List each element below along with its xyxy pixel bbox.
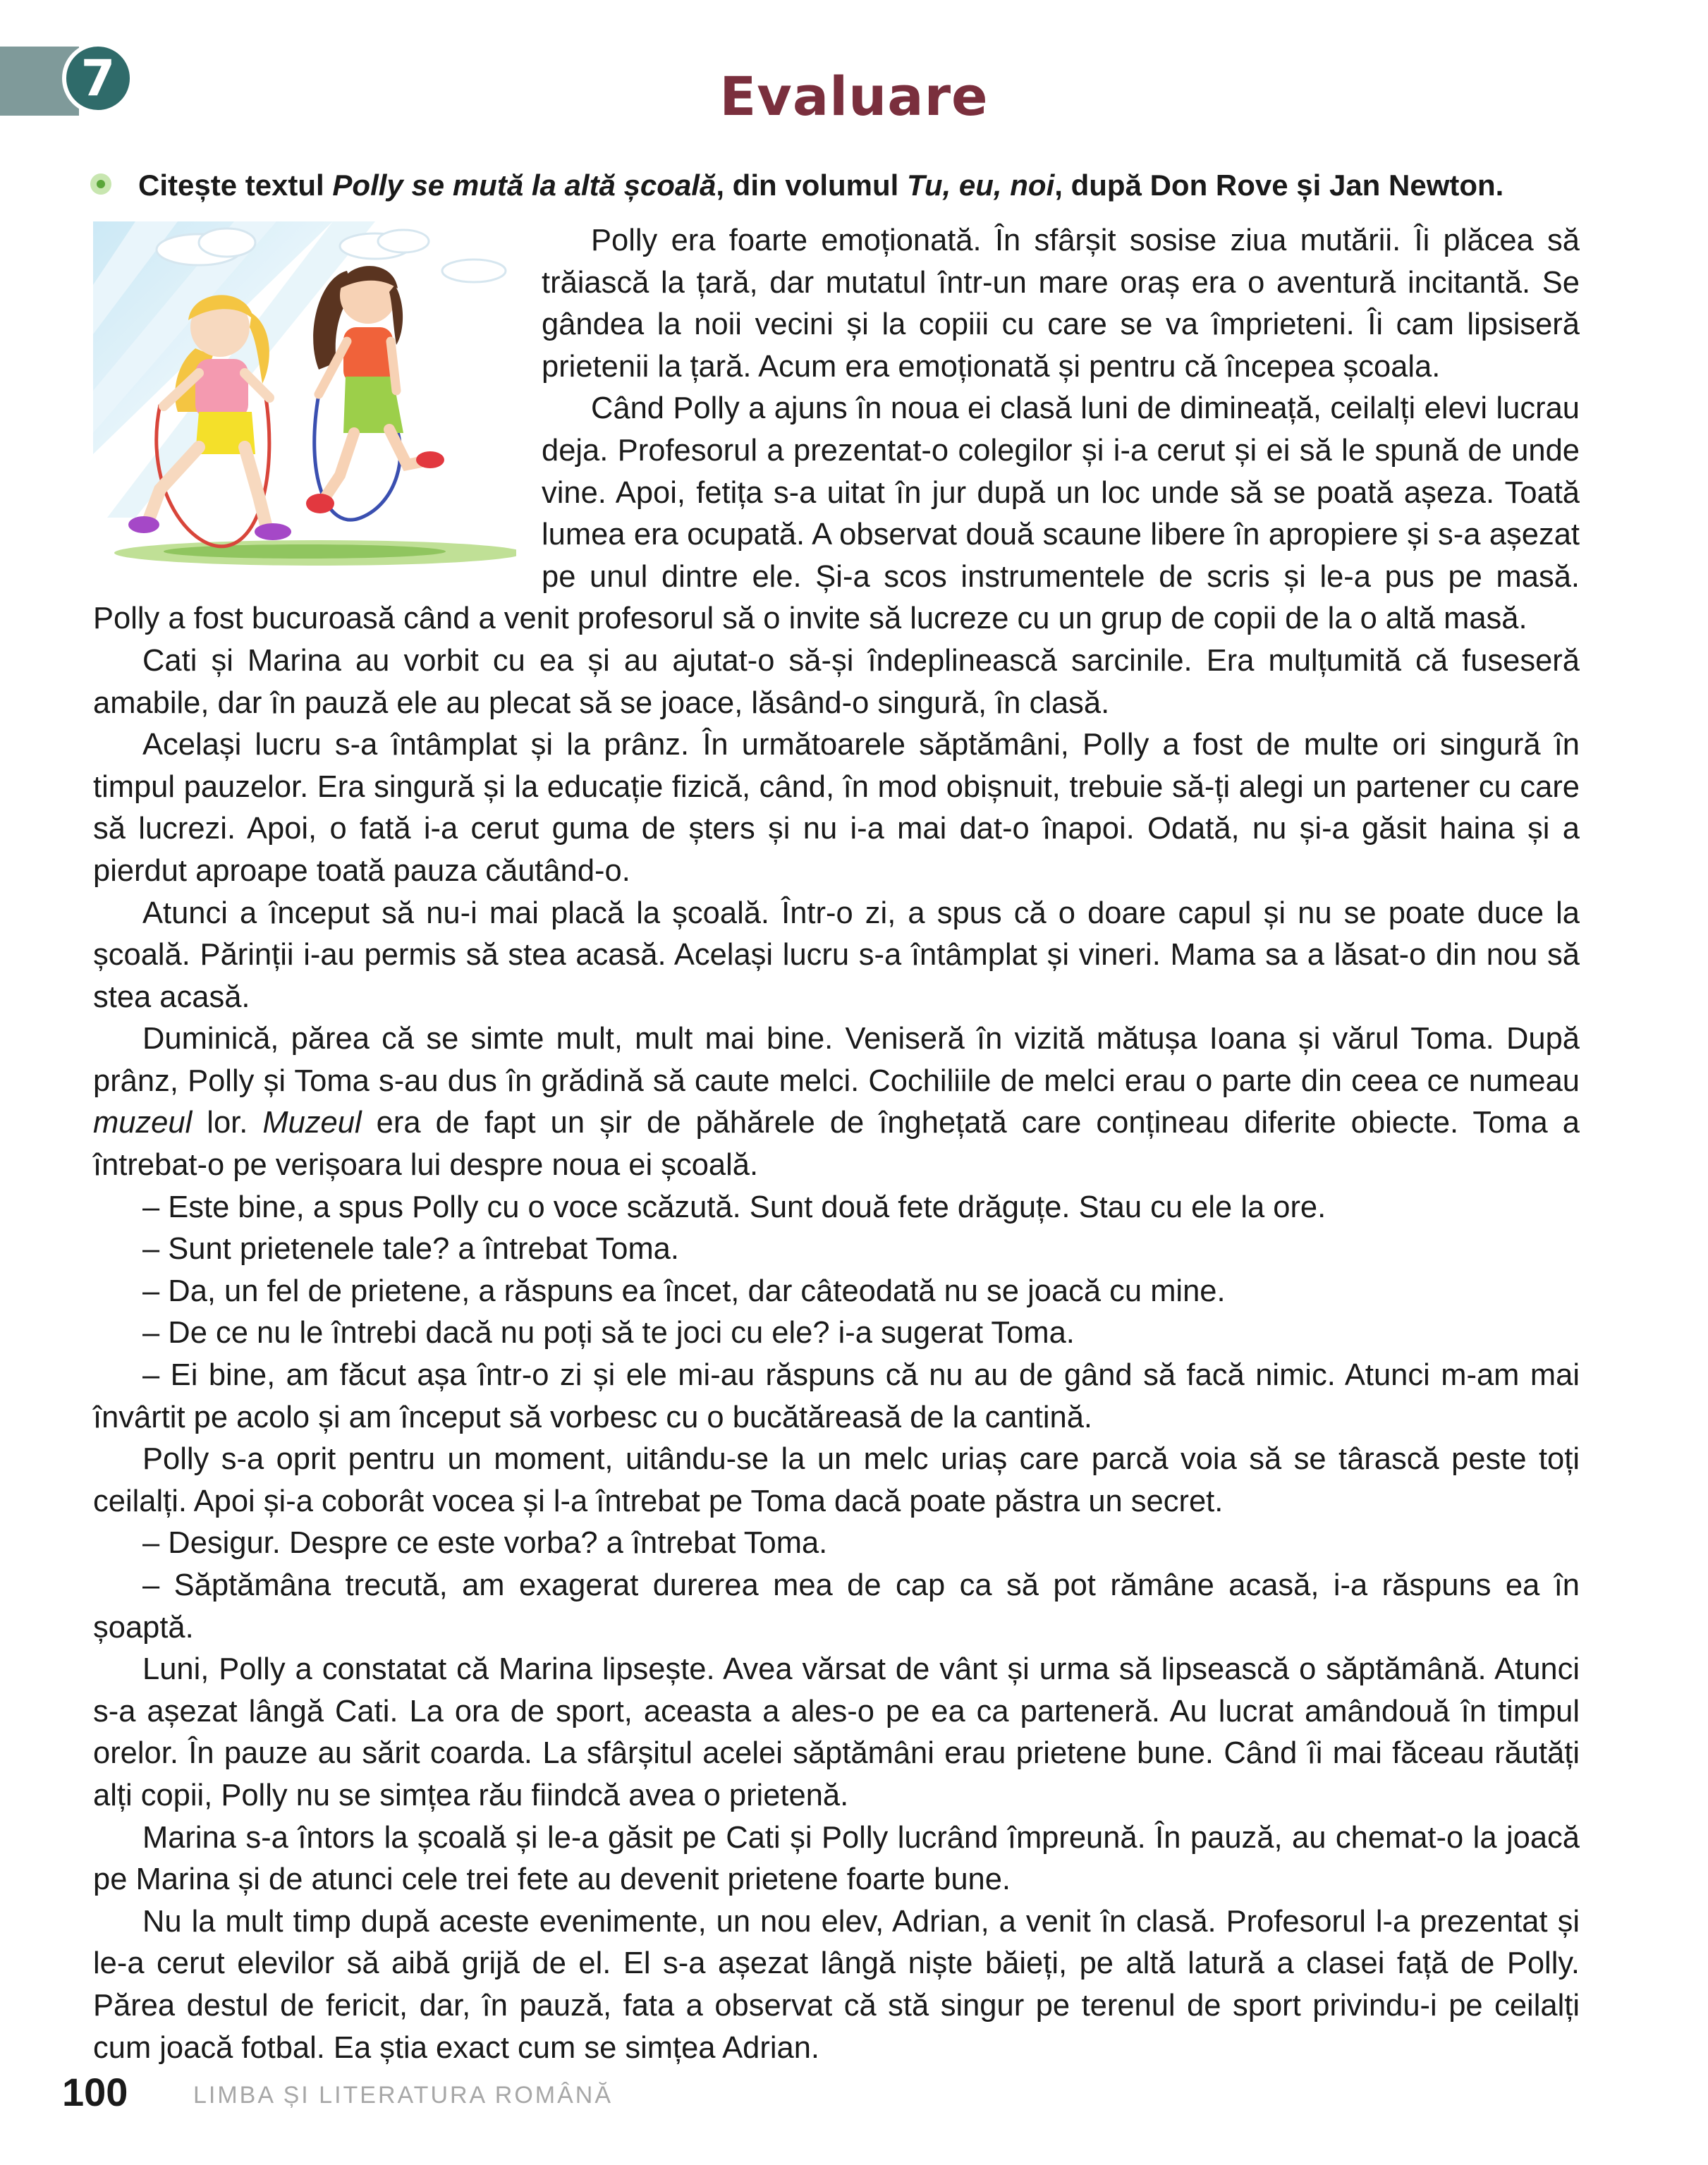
instruction-middle: , din volumul	[716, 169, 908, 202]
story-paragraph: Polly era foarte emoționată. În sfârșit sosise ziua mutării. Îi plăcea să trăiască la țară, dar mutatul într-un mare oraș era o aventură incitantă. Se gândea la noii vecini și la copiii cu care se va împrieteni. Îi cam lipsiseră prietenii la țară. Acum era emoționată și pentru că începea școala.	[542, 224, 1580, 384]
dialogue-line: – Săptămâna trecută, am exagerat durerea mea de cap ca să pot rămâne acasă, i-a răspuns ea în șoaptă.	[93, 1568, 1580, 1645]
dialogue-line: – Este bine, a spus Polly cu o voce scăzută. Sunt două fete drăguțe. Stau cu ele la ore.	[142, 1190, 1326, 1224]
story-paragraph: Cati și Marina au vorbit cu ea și au ajutat-o să-și îndeplinească sarcinile. Era mulțumită că fuseseră amabile, dar în pauză ele au plecat să se joace, lăsând-o singură, în clasă.	[93, 643, 1580, 720]
story-paragraph: Când Polly a ajuns în noua ei clasă luni de dimineață, ceilalți elevi lucrau deja. Profesorul a prezentat-o colegilor și i-a cerut și ei să le spună de unde vine. Apoi, fetița s-a uitat în jur după un loc unde să se poată așeza. Toată lumea era ocupată. A observat două scaune libere în apropiere și s-a așezat pe unul dintre ele. Și-a scos instrumentele de scris și le-a pus pe masă. Polly a fost bucuroasă când a venit profesorul să o invite să lucreze cu un grup de copii de la o altă masă.	[93, 391, 1580, 636]
dialogue-line: – De ce nu le întrebi dacă nu poți să te joci cu ele? i-a sugerat Toma.	[142, 1316, 1075, 1350]
dialogue-line: – Da, un fel de prietene, a răspuns ea încet, dar câteodată nu se joacă cu mine.	[142, 1274, 1226, 1308]
instruction-prefix: Citește textul	[138, 169, 333, 202]
page-number: 100	[62, 2070, 128, 2114]
instruction-work-title: Polly se mută la altă școală	[332, 169, 716, 202]
two-girls-jumping-rope-illustration	[93, 221, 516, 574]
story-paragraph: Duminică, părea că se simte mult, mult mai bine. Veniseră în vizită mătușa Ioana și vărul Toma. După prânz, Polly și Toma s-au dus în grădină să caute melci. Cochiliile de melci erau o parte din ceea ce numeau muzeul lor. Muzeul era de fapt un șir de păhărele de înghețată care conțineau diferite obiecte. Toma a întrebat-o pe verișoara lui despre noua ei școală.	[93, 1022, 1580, 1183]
story-text	[93, 220, 1580, 2069]
dialogue-line: – Desigur. Despre ce este vorba? a întrebat Toma.	[142, 1526, 828, 1561]
story-paragraph: Marina s-a întors la școală și le-a găsit pe Cati și Polly lucrând împreună. În pauză, au chemat-o la joacă pe Marina și de atunci cele trei fete au devenit prietene foarte bune.	[93, 1820, 1580, 1897]
instruction-suffix: , după Don Rove și Jan Newton.	[1054, 169, 1504, 202]
story-paragraph: Luni, Polly a constatat că Marina lipsește. Avea vărsat de vânt și urma să lipsească o săptămână. Atunci s-a așezat lângă Cati. La ora de sport, aceasta a ales-o pe ea ca parteneră. Au lucrat amândouă în timpul orelor. În pauze au sărit coarda. La sfârșitul acelei săptămâni erau prietene bune. Când îi mai făceau răutăți alți copii, Polly nu se simțea rău fiindcă avea o prietenă.	[93, 1652, 1580, 1812]
dialogue-line: – Sunt prietenele tale? a întrebat Toma.	[142, 1232, 679, 1267]
page-title: Evaluare	[719, 65, 989, 128]
story-paragraph: Polly s-a oprit pentru un moment, uitându-se la un melc uriaș care parcă voia să se târască peste toți ceilalți. Apoi și-a coborât vocea și l-a întrebat pe Toma dacă poate păstra un secret.	[93, 1442, 1580, 1518]
instruction-volume: Tu, eu, noi	[907, 169, 1055, 202]
dialogue-line: – Ei bine, am făcut așa într-o zi și ele mi-au răspuns că nu au de gând să facă nimic. Atunci m-am mai învârtit pe acolo și am început să vorbesc cu o bucătăreasă de la cantină.	[93, 1358, 1580, 1434]
story-paragraph: Atunci a început să nu-i mai placă la școală. Într-o zi, a spus că o doare capul și nu se poate duce la școală. Părinții i-au permis să stea acasă. Același lucru s-a întâmplat și vineri. Mama sa a lăsat-o din nou să stea acasă.	[93, 896, 1580, 1014]
story-paragraph: Nu la mult timp după aceste evenimente, un nou elev, Adrian, a venit în clasă. Profesorul l-a prezentat și le-a cerut elevilor să aibă grijă de el. El s-a așezat lângă niște băieți, pe altă latură a clasei față de Polly. Părea destul de fericit, dar, în pauză, fata a observat că stă singur pe terenul de sport privindu-i pe ceilalți cum joacă fotbal. Ea știa exact cum se simțea Adrian.	[93, 1904, 1580, 2065]
reading-instruction	[93, 166, 1616, 205]
subject-footer: LIMBA ȘI LITERATURA ROMÂNĂ	[193, 2082, 614, 2109]
story-paragraph: Același lucru s-a întâmplat și la prânz. În următoarele săptămâni, Polly a fost de multe ori singură în timpul pauzelor. Era singură și la educație fizică, când, în mod obișnuit, trebuie să-ți alegi un partener cu care să lucrezi. Apoi, o fată i-a cerut guma de șters și nu i-a mai dat-o înapoi. Odată, nu și-a găsit haina și a pierdut aproape toată pauza căutând-o.	[93, 728, 1580, 888]
chapter-number-badge: 7	[62, 42, 134, 114]
